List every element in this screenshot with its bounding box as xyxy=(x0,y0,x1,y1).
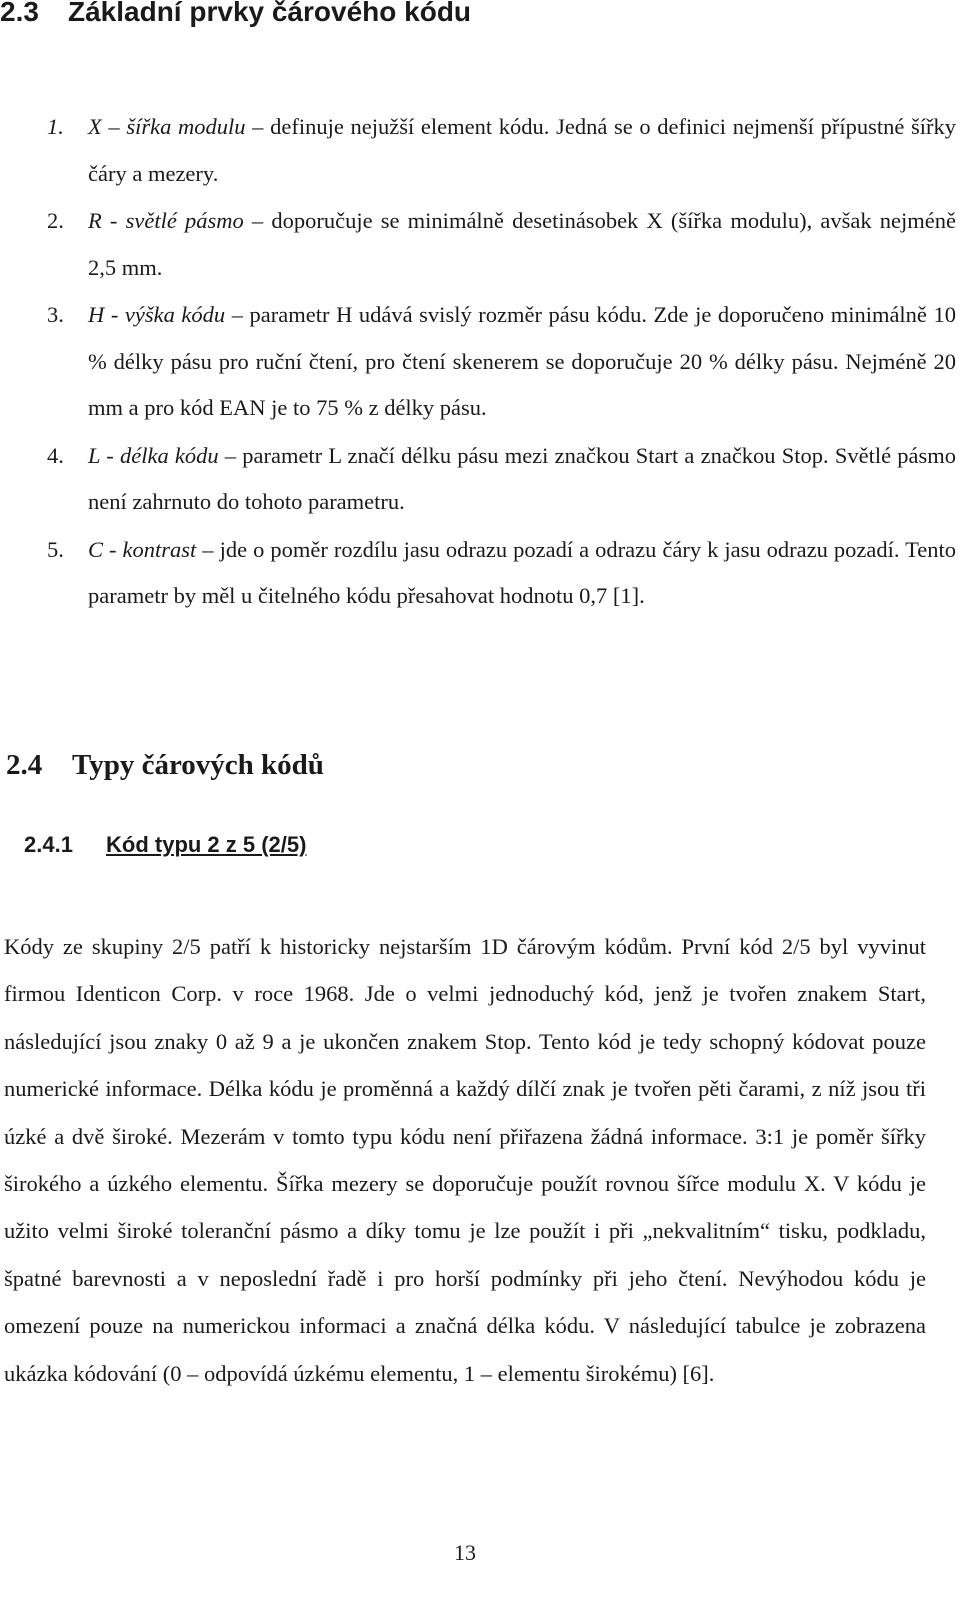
list-item-text: parametr L značí délku pásu mezi značkou Start a značkou Stop. Světlé pásmo není zahrnuto do tohoto parametru. xyxy=(88,442,956,514)
section-heading xyxy=(0,0,471,28)
body-paragraph: Kódy ze skupiny 2/5 patří k historicky nejstarším 1D čárovým kódům. První kód 2/5 byl vyvinut firmou Identicon Corp. v roce 1968. Jde o velmi jednoduchý kód, jenž je tvořen znakem Start, následující jsou znaky 0 až 9 a je ukončen znakem Stop. Tento kód je tedy schopný kódovat pouze numerické informace. Délka kódu je proměnná a každý dílčí znak je tvořen pěti čarami, z níž jsou tři úzké a dvě široké. Mezerám v tomto typu kódu není přiřazena žádná informace. 3:1 je poměr šířky širokého a úzkého elementu. Šířka mezery se doporučuje použít rovnou šířce modulu X. V kódu je užito velmi široké toleranční pásmo a díky tomu je lze použít i při „nekvalitním“ tisku, podkladu, špatné barevnosti a v neposlední řadě i pro horší podmínky při jeho čtení. Nevýhodou kódu je omezení pouze na numerickou informaci a značná délka kódu. V následující tabulce je zobrazena ukázka kódování (0 – odpovídá úzkému elementu, 1 – elementu širokému) [6]. xyxy=(4,934,926,1386)
list-item-text: jde o poměr rozdílu jasu odrazu pozadí a odrazu čáry k jasu odrazu pozadí. Tento parametr by měl u čitelného kódu přesahovat hodnotu 0,7 [1]. xyxy=(88,536,956,608)
subsubsection-heading xyxy=(24,832,306,858)
list-item-term: R - světlé pásmo – xyxy=(88,208,264,233)
list-item-number: 1. xyxy=(47,114,64,139)
parameter-list xyxy=(0,104,960,621)
list-item-number: 2. xyxy=(47,208,64,233)
list-item-term: L - délka kódu – xyxy=(88,442,237,468)
list-item-term: C - kontrast – xyxy=(88,536,214,562)
subsection-heading xyxy=(6,749,324,782)
page-number: 13 xyxy=(454,1540,476,1565)
list-item-term: X – šířka modulu – xyxy=(88,114,264,139)
list-item-text: doporučuje se minimálně desetinásobek X (šířka modulu), avšak nejméně 2,5 mm. xyxy=(88,208,956,280)
section-number: 2.3 xyxy=(0,0,39,27)
subsubsection-title: Kód typu 2 z 5 (2/5) xyxy=(106,832,307,857)
list-item-number: 3. xyxy=(47,302,64,327)
list-item xyxy=(0,198,956,291)
list-item-text: definuje nejužší element kódu. Jedná se o definici nejmenší přípustné šířky čáry a mezery. xyxy=(88,114,957,186)
subsection-number: 2.4 xyxy=(6,749,43,781)
list-item-text: parametr H udává svislý rozměr pásu kódu. Zde je doporučeno minimálně 10 % délky pásu pro ruční čtení, pro čtení skenerem se doporučuje 20 % délky pásu. Nejméně 20 mm a pro kód EAN je to 75 % z délky pásu. xyxy=(88,302,956,420)
list-item-number: 4. xyxy=(47,442,64,468)
list-item xyxy=(0,433,956,526)
list-item xyxy=(0,104,956,197)
subsubsection-number: 2.4.1 xyxy=(24,832,73,857)
list-item xyxy=(0,527,956,620)
list-item xyxy=(0,292,956,432)
list-item-number: 5. xyxy=(47,536,64,562)
subsection-title: Typy čárových kódů xyxy=(72,749,324,781)
list-item-term: H - výška kódu – xyxy=(88,302,243,327)
section-title: Základní prvky čárového kódu xyxy=(68,0,472,27)
